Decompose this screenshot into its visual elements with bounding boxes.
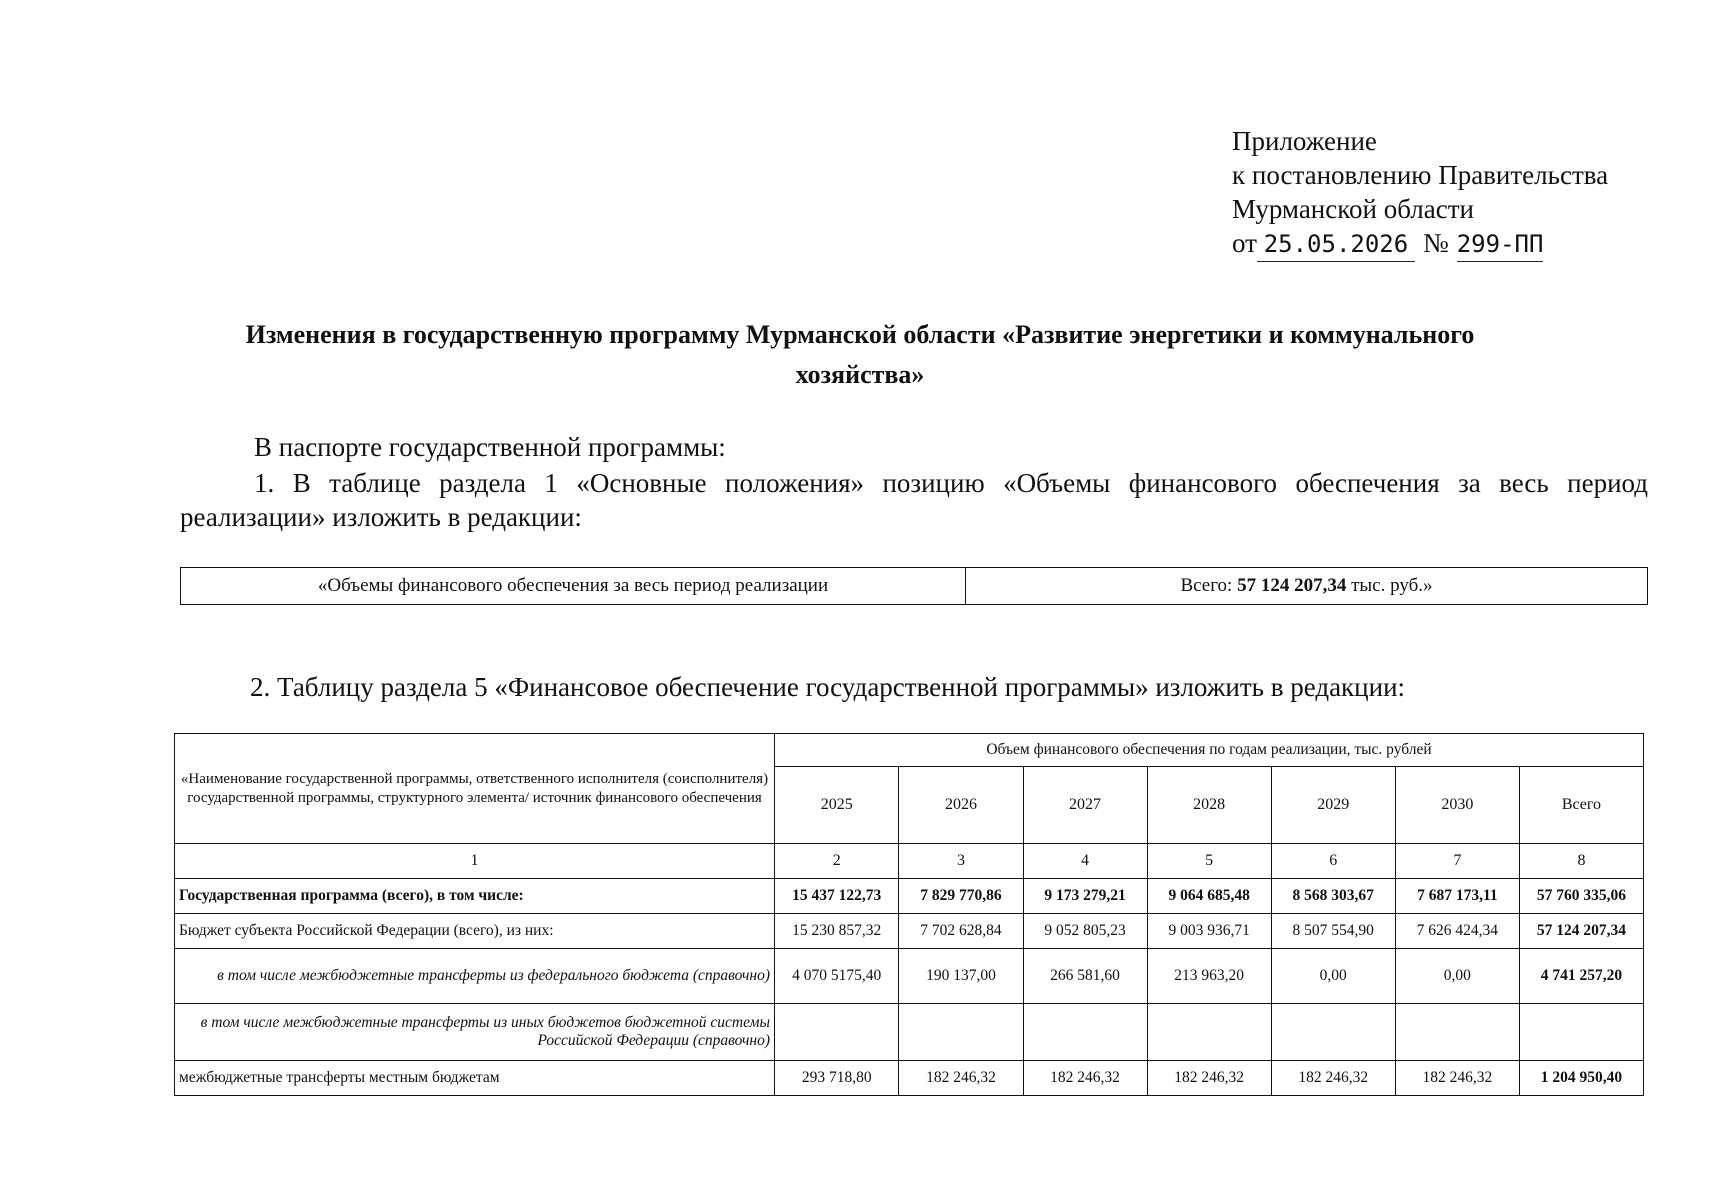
table-cell-total: 57 760 335,06: [1519, 879, 1643, 914]
header-volume-cell: Объем финансового обеспечения по годам реализации, тыс. рублей: [775, 734, 1644, 767]
value-prefix: Всего:: [1180, 575, 1238, 596]
column-number: 7: [1395, 844, 1519, 879]
table-row: [175, 914, 1644, 949]
column-number: 4: [1023, 844, 1147, 879]
table-cell: [1147, 1004, 1271, 1061]
appendix-block: [1232, 124, 1608, 262]
document-title: Изменения в государственную программу Мурманской области «Развитие энергетики и коммунального хозяйства»: [245, 320, 1475, 389]
column-number: 5: [1147, 844, 1271, 879]
intro-paragraph: В паспорте государственной программы:: [254, 432, 726, 462]
finance-table: [174, 733, 1644, 1096]
row-label: Государственная программа (всего), в том числе:: [175, 879, 775, 914]
passport-volume-table: [180, 567, 1648, 605]
table-row: [175, 1061, 1644, 1096]
value-amount: 57 124 207,34: [1237, 575, 1347, 596]
table-cell: 15 230 857,32: [775, 914, 899, 949]
appendix-date-line: [1232, 226, 1608, 262]
table-row: [175, 879, 1644, 914]
row-label: в том числе межбюджетные трансферты из федерального бюджета (справочно): [175, 949, 775, 1004]
table-cell: 4 070 5175,40: [775, 949, 899, 1004]
column-number: 8: [1519, 844, 1643, 879]
header-year: 2028: [1147, 767, 1271, 844]
header-total: Всего: [1519, 767, 1643, 844]
table-cell: 15 437 122,73: [775, 879, 899, 914]
table-cell: [1395, 1004, 1519, 1061]
table-cell: 293 718,80: [775, 1061, 899, 1096]
table-row: [181, 568, 1648, 605]
table-cell: [899, 1004, 1023, 1061]
row-label: межбюджетные трансферты местным бюджетам: [175, 1061, 775, 1096]
row-label: Бюджет субъекта Российской Федерации (всего), из них:: [175, 914, 775, 949]
table-cell: 0,00: [1395, 949, 1519, 1004]
table-cell: 182 246,32: [1147, 1061, 1271, 1096]
table-cell: 213 963,20: [1147, 949, 1271, 1004]
appendix-line1: Приложение: [1232, 126, 1377, 156]
table-cell-total: 57 124 207,34: [1519, 914, 1643, 949]
table-row: [175, 949, 1644, 1004]
header-year: 2030: [1395, 767, 1519, 844]
number-label: №: [1422, 228, 1449, 258]
header-year: 2027: [1023, 767, 1147, 844]
column-number: 2: [775, 844, 899, 879]
table-cell: 266 581,60: [1023, 949, 1147, 1004]
table-cell: 182 246,32: [1271, 1061, 1395, 1096]
header-year: 2026: [899, 767, 1023, 844]
table-cell-total: [1519, 1004, 1643, 1061]
table-cell: 182 246,32: [1395, 1061, 1519, 1096]
item2-paragraph: 2. Таблицу раздела 5 «Финансовое обеспечение государственной программы» изложить в редакции:: [250, 672, 1406, 702]
row-label: в том числе межбюджетные трансферты из иных бюджетов бюджетной системы Российской Федерации (справочно): [175, 1004, 775, 1061]
table-cell: [1271, 1004, 1395, 1061]
table-cell: 7 626 424,34: [1395, 914, 1519, 949]
header-year: 2029: [1271, 767, 1395, 844]
table-cell: 190 137,00: [899, 949, 1023, 1004]
table-cell: 7 702 628,84: [899, 914, 1023, 949]
appendix-line3: Мурманской области: [1232, 194, 1474, 224]
table-cell: 9 052 805,23: [1023, 914, 1147, 949]
table-cell: [775, 1004, 899, 1061]
table-row: [175, 1004, 1644, 1061]
table-header-row: [175, 734, 1644, 767]
table-cell: [1023, 1004, 1147, 1061]
column-number: 1: [175, 844, 775, 879]
decree-date: 25.05.2026: [1257, 227, 1415, 262]
table-cell-total: 4 741 257,20: [1519, 949, 1643, 1004]
table-cell-total: 1 204 950,40: [1519, 1061, 1643, 1096]
table-cell: 9 064 685,48: [1147, 879, 1271, 914]
column-number-row: [175, 844, 1644, 879]
header-year: 2025: [775, 767, 899, 844]
table-cell: 8 507 554,90: [1271, 914, 1395, 949]
table-cell: 182 246,32: [899, 1061, 1023, 1096]
column-number: 3: [899, 844, 1023, 879]
table-cell: 0,00: [1271, 949, 1395, 1004]
table-cell: 182 246,32: [1023, 1061, 1147, 1096]
column-number: 6: [1271, 844, 1395, 879]
header-name-cell: «Наименование государственной программы, ответственного исполнителя (соисполнителя) государственной программы, структурного элемента/ источник финансового обеспечения: [175, 734, 775, 844]
decree-number: 299-ПП: [1457, 227, 1543, 262]
date-prefix: от: [1232, 228, 1257, 258]
value-suffix: тыс. руб.»: [1346, 575, 1433, 596]
table-cell-value: [966, 568, 1648, 605]
table-cell: 8 568 303,67: [1271, 879, 1395, 914]
table-cell: 9 173 279,21: [1023, 879, 1147, 914]
table-cell: 7 687 173,11: [1395, 879, 1519, 914]
appendix-line2: к постановлению Правительства: [1232, 160, 1609, 190]
item1-paragraph: 1. В таблице раздела 1 «Основные положения» позицию «Объемы финансового обеспечения за весь период реализации» изложить в редакции:: [180, 468, 1648, 532]
table-cell: 7 829 770,86: [899, 879, 1023, 914]
table-cell: 9 003 936,71: [1147, 914, 1271, 949]
table-cell-label: «Объемы финансового обеспечения за весь период реализации: [181, 568, 966, 605]
